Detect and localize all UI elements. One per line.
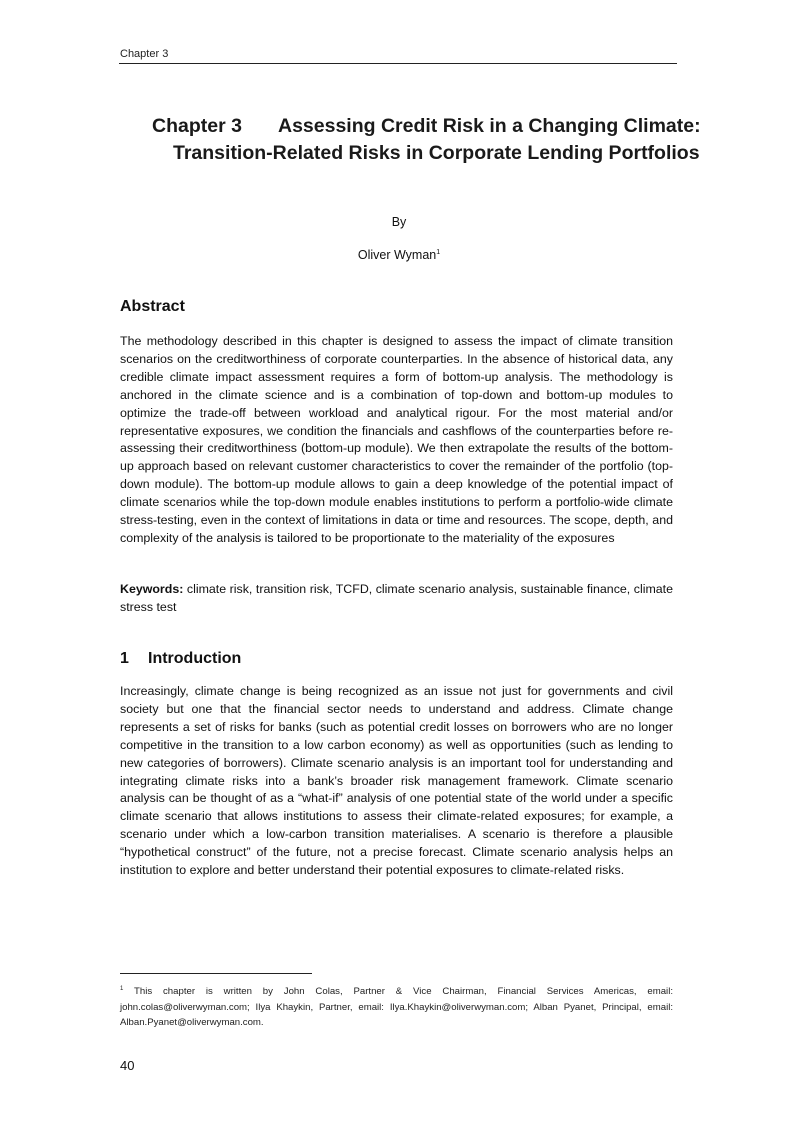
author-name — [120, 248, 678, 262]
author-text: Oliver Wyman — [357, 248, 437, 262]
title-main: Assessing Credit Risk in a Changing Climate: — [278, 115, 701, 137]
section-title: Introduction — [148, 650, 242, 667]
chapter-number: Chapter 3 — [152, 115, 242, 137]
author-footnote-mark: 1 — [436, 248, 441, 256]
footnote — [120, 982, 673, 1031]
keywords-paragraph — [120, 581, 673, 617]
footnote-mark: 1 — [120, 986, 124, 992]
title-line-2: Transition-Related Risks in Corporate Lending Portfolios — [173, 142, 700, 164]
abstract-paragraph: The methodology described in this chapter is designed to assess the impact of climate transition scenarios on the creditworthiness of corporate counterparties. In the absence of historical data, any credible climate impact assessment requires a form of bottom-up analysis. The methodology is anchored in the climate science and is a combination of top-down and bottom-up modules to optimize the trade-off between workload and analytical rigour. For the most material and/or representative exposures, we condition the financials and cashflows of the counterparties before re-assessing their creditworthiness (bottom-up module). We then extrapolate the results of the bottom-up approach based on relevant customer characteristics to cover the remainder of the portfolio (top-down module). The bottom-up module allows to gain a deep knowledge of the potential impact of climate scenarios while the top-down module enables institutions to perform a portfolio-wide climate stress-testing, even in the context of limitations in data or time and resources. The scope, depth, and complexity of the analysis is tailored to be proportionate to the materiality of the exposures — [120, 334, 673, 545]
introduction-paragraph: Increasingly, climate change is being recognized as an issue not just for governments and civil society but one that the financial sector needs to understand and address. Climate change represents a set of risks for banks (such as potential credit losses on borrowers who are no longer competitive in the transition to a low carbon economy) as well as opportunities (such as lending to new categories of borrowers). Climate scenario analysis is an important tool for understanding and integrating climate risks into a bank’s broader risk management framework. Climate scenario analysis can be thought of as a “what-if” analysis of one potential state of the world under a specific climate scenario that allows institutions to assess their climate-related exposures; for example, a scenario under which a low-carbon transition materialises. A scenario is therefore a plausible “hypothetical construct” of the future, not a precise forecast. Climate scenario analysis helps an institution to explore and better understand their potential exposures to climate-related risks. — [120, 684, 673, 878]
abstract-heading: Abstract — [120, 298, 185, 315]
title-line-1 — [120, 113, 701, 140]
introduction-heading — [120, 650, 241, 668]
footnote-divider — [120, 973, 312, 974]
page-number: 40 — [120, 1058, 135, 1073]
keywords-text: climate risk, transition risk, TCFD, climate scenario analysis, sustainable finance, climate stress test — [120, 582, 673, 614]
footnote-text: This chapter is written by John Colas, Partner & Vice Chairman, Financial Services Americas, email: john.colas@oliverwyman.com; Ilya Khaykin, Partner, email: Ilya.Khaykin@oliverwyman.com; Alban Pyanet, Principal, email: Alban.Pyanet@oliverwyman.com. — [120, 986, 673, 1029]
section-number: 1 — [120, 650, 129, 667]
running-header: Chapter 3 — [120, 48, 169, 60]
keywords-label: Keywords: — [120, 582, 184, 596]
header-divider — [119, 63, 677, 64]
byline-by: By — [391, 215, 407, 229]
chapter-title — [120, 113, 701, 167]
